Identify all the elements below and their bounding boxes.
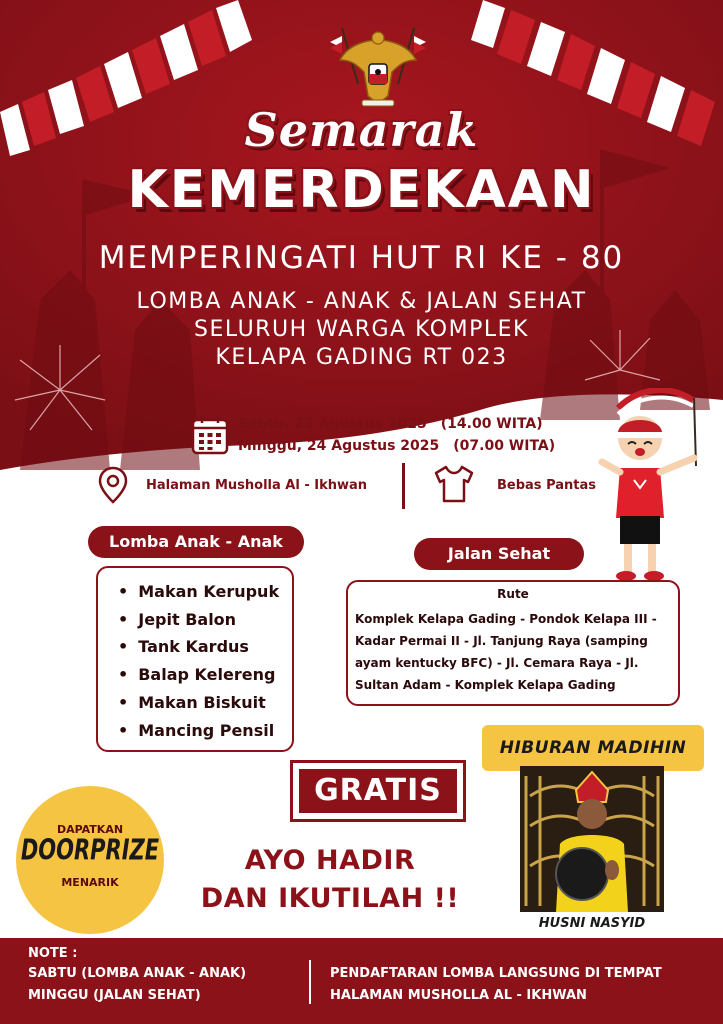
event-line-3: KELAPA GADING RT 023	[215, 345, 508, 370]
location-text: Halaman Musholla Al - Ikhwan	[146, 478, 368, 493]
location-pin-icon	[98, 466, 128, 504]
schedule-day: Minggu, 24 Agustus 2025	[238, 438, 440, 454]
schedule-row-sunday	[238, 438, 555, 454]
dress-code-text: Bebas Pantas	[497, 478, 596, 493]
hiburan-banner: HIBURAN MADIHIN	[482, 725, 704, 771]
performer-name: HUSNI NASYID	[538, 916, 646, 931]
note-label: NOTE :	[28, 946, 78, 961]
doorprize-bottom-text: MENARIK	[61, 876, 119, 889]
list-item: • Mancing Pensil	[118, 717, 279, 745]
title-semarak: Semarak	[244, 103, 479, 157]
shirt-icon	[432, 464, 476, 504]
registration-line-1: PENDAFTARAN LOMBA LANGSUNG DI TEMPAT	[330, 966, 662, 981]
gratis-label: GRATIS	[299, 769, 457, 813]
list-item: • Tank Kardus	[118, 633, 279, 661]
schedule-row-saturday	[238, 416, 543, 432]
route-text: Komplek Kelapa Gading - Pondok Kelapa III - Kadar Permai II - Jl. Tanjung Raya (samping ayam kentucky BFC) - Jl. Cemara Raya - Jl. Sultan Adam - Komplek Kelapa Gading	[355, 612, 657, 692]
list-item: • Jepit Balon	[118, 606, 279, 634]
call-to-action	[180, 842, 480, 918]
schedule-time: (07.00 WITA)	[453, 438, 556, 454]
doorprize-main-text: DOORPRIZE	[20, 833, 160, 867]
doorprize-top-text: DAPATKAN	[56, 823, 124, 836]
cta-line-1: AYO HADIR	[244, 845, 416, 876]
subtitle-hut: MEMPERINGATI HUT RI KE - 80	[98, 240, 625, 276]
footer-bar	[0, 938, 723, 1024]
note-saturday: SABTU (LOMBA ANAK - ANAK)	[28, 966, 247, 981]
lomba-title-pill: Lomba Anak - Anak	[88, 526, 304, 558]
jalan-sehat-title-pill: Jalan Sehat	[414, 538, 584, 570]
event-line-2: SELURUH WARGA KOMPLEK	[194, 317, 529, 342]
cta-line-2: DAN IKUTILAH !!	[200, 883, 460, 914]
info-divider	[402, 463, 405, 509]
registration-line-2: HALAMAN MUSHOLLA AL - IKHWAN	[330, 988, 587, 1003]
footer-divider	[309, 960, 311, 1004]
schedule-time: (14.00 WITA)	[440, 416, 543, 432]
kid-with-flag-illustration	[598, 388, 708, 584]
note-sunday: MINGGU (JALAN SEHAT)	[28, 988, 201, 1003]
title-kemerdekaan: KEMERDEKAAN	[127, 160, 596, 220]
gratis-box	[290, 760, 466, 822]
schedule-day: Sabtu, 23 Agustus 2025	[238, 416, 427, 432]
list-item: • Makan Biskuit	[118, 689, 279, 717]
calendar-icon	[190, 414, 230, 456]
route-label: Rute	[497, 587, 529, 601]
list-item: • Makan Kerupuk	[118, 578, 279, 606]
garuda-emblem-icon	[328, 24, 428, 110]
performer-photo	[520, 766, 664, 912]
lomba-list	[118, 578, 279, 744]
event-line-1: LOMBA ANAK - ANAK & JALAN SEHAT	[136, 289, 587, 314]
list-item: • Balap Kelereng	[118, 661, 279, 689]
